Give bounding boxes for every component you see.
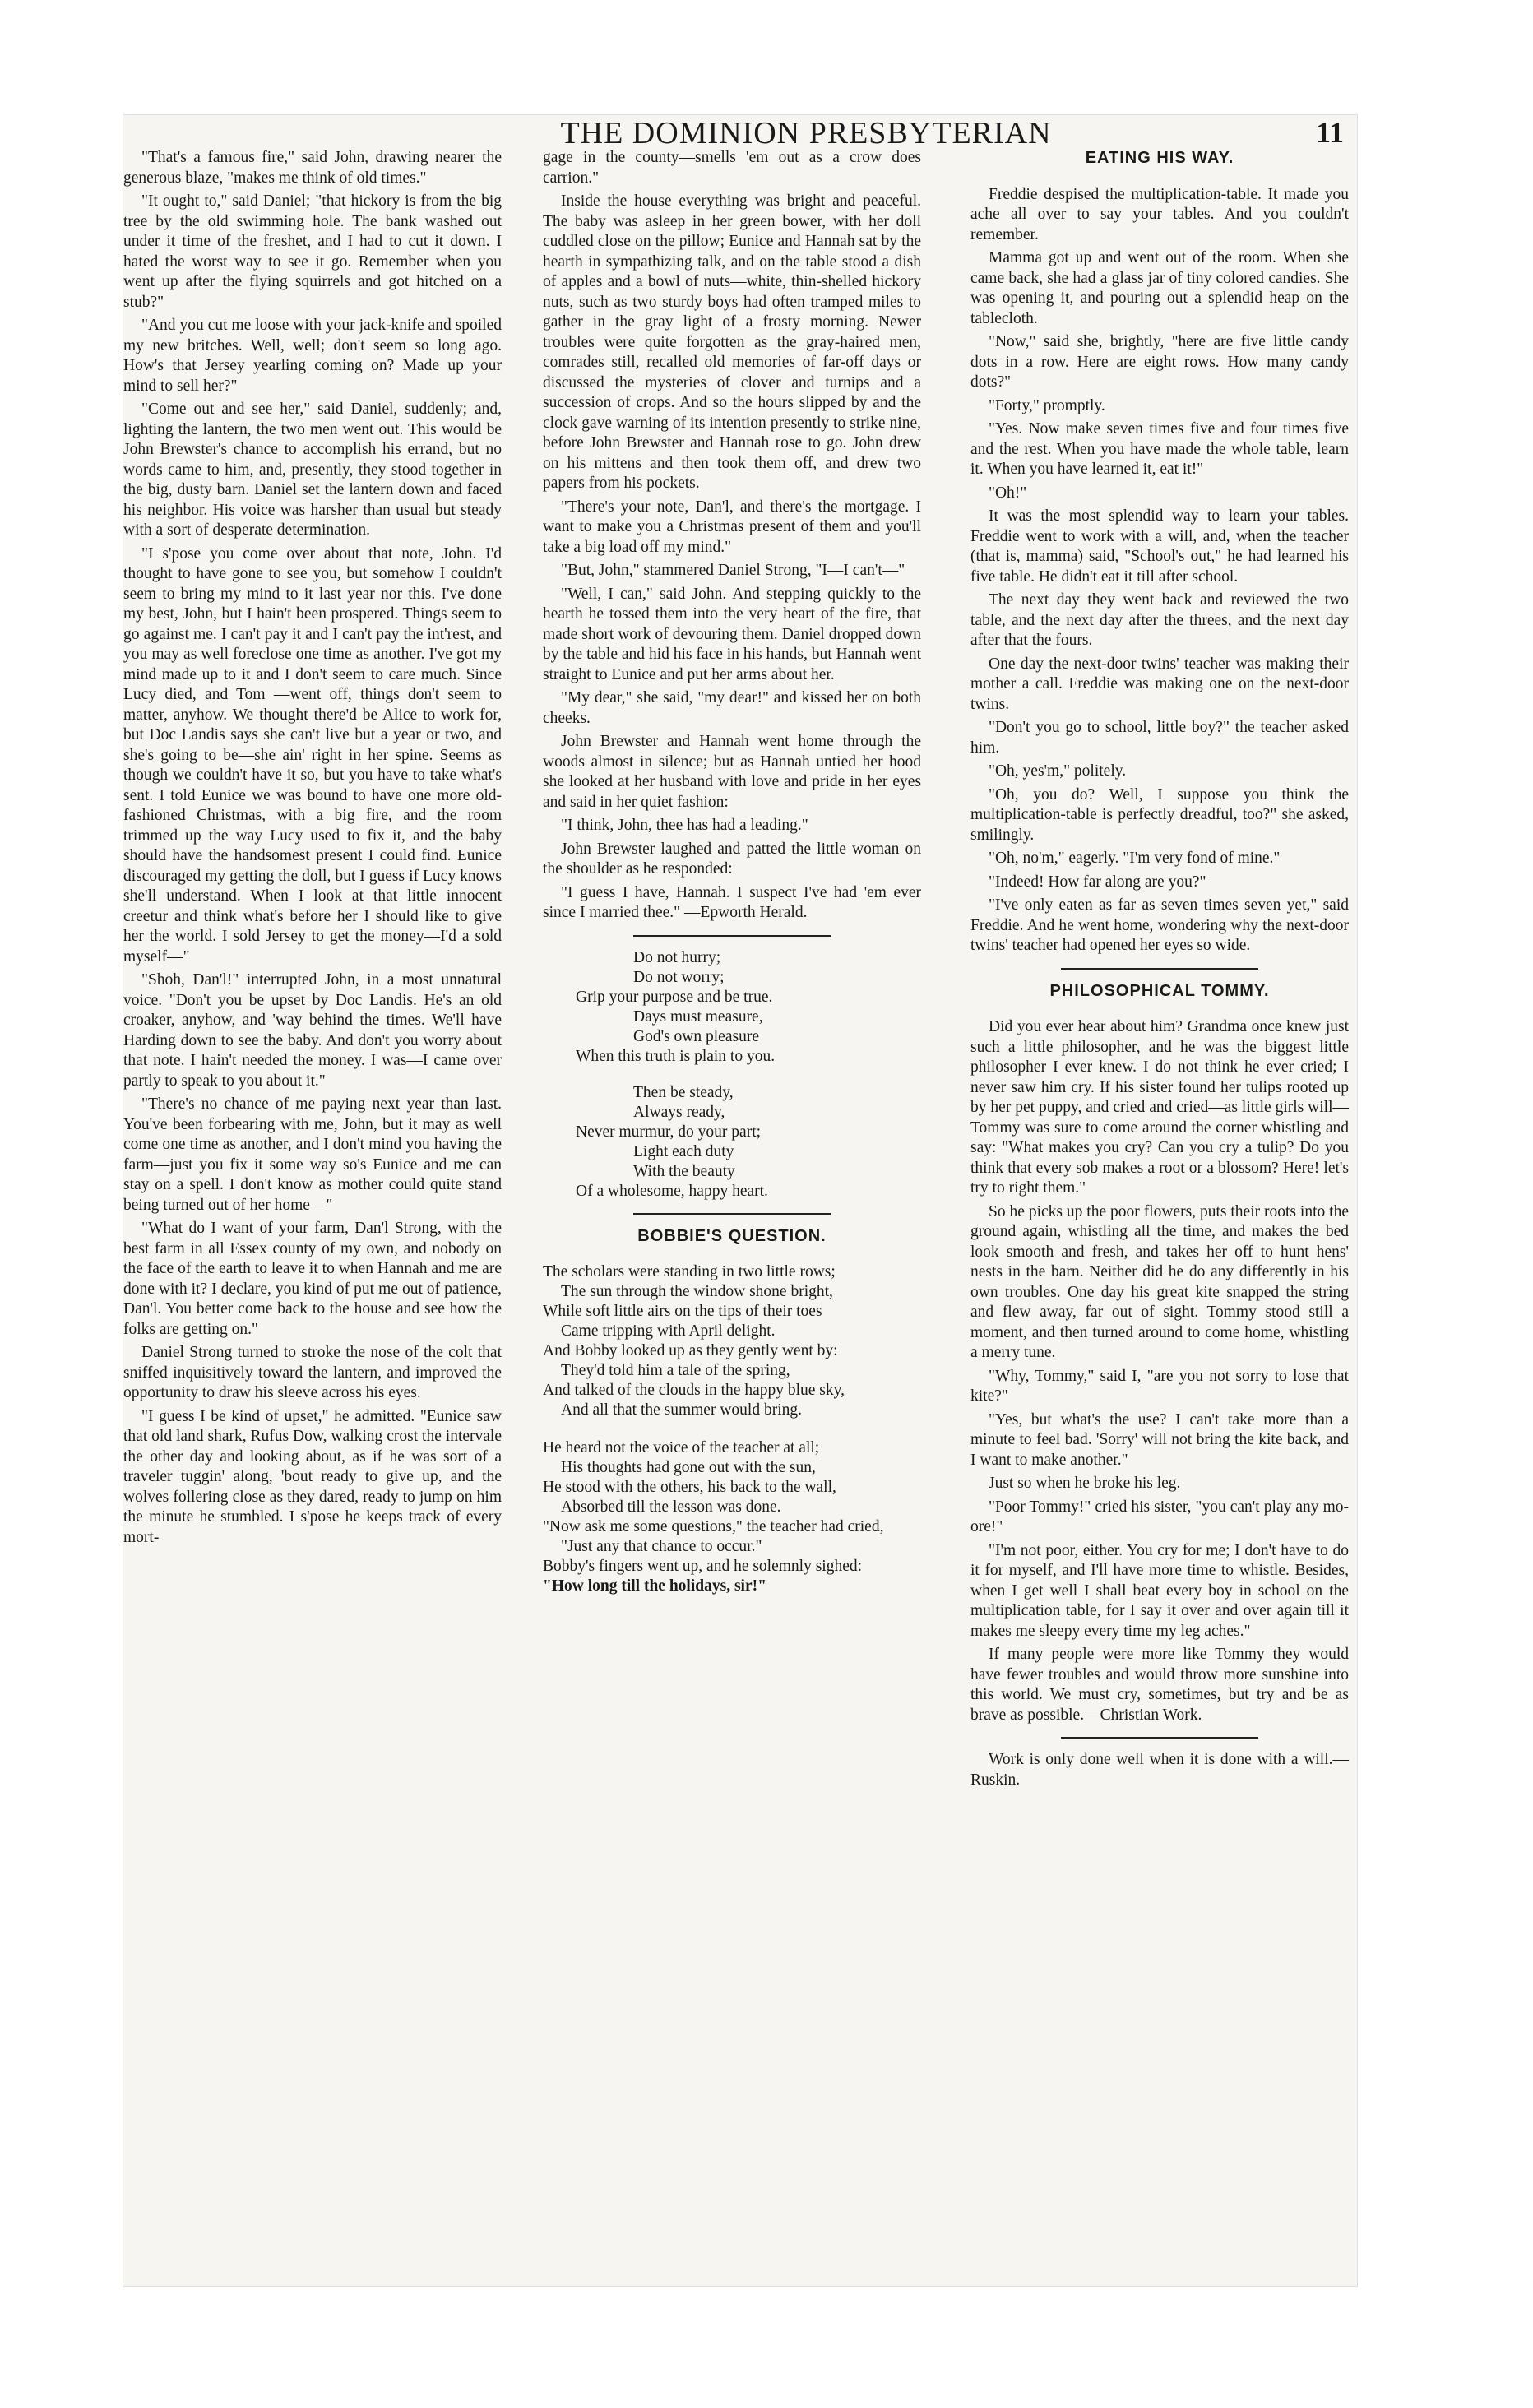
paragraph: "Poor Tommy!" cried his sister, "you can't play any mo-ore!" xyxy=(970,1498,1349,1535)
paragraph: "Oh, no'm," eagerly. "I'm very fond of mine." xyxy=(989,850,1281,867)
poem-do-not-hurry xyxy=(543,948,921,1202)
paragraph: "That's a famous fire," said John, drawing nearer the generous blaze, "makes me think of old times." xyxy=(123,149,502,187)
paragraph: gage in the county—smells 'em out as a crow does carrion." xyxy=(543,149,921,187)
paragraph: Did you ever hear about him? Grandma once knew just such a little philosopher, and he was the biggest little philosopher I ever knew. I do not think he ever cried; I never saw him cry. If his sister found her tulips rooted up by her pet puppy, and cried and cried—as little girls will—Tommy was sure to come around the corner whistling and say: "What makes you cry? Can you cry a tulip? Do you think that every sob makes a root or a blossom? Here! let's try to right them." xyxy=(970,1018,1349,1197)
paragraph: "I s'pose you come over about that note, John. I'd thought to have gone to see you, but somehow I couldn't seem to bring my mind to it last year nor this. I've done my best, John, but I hain't been prospered. Things seem to go against me. I can't pay it and I can't pay the int'rest, and you may as well foreclose one time as another. I've got my mind made up to it and I don't seem to care much. Since Lucy died, and Tom —went off, things don't seem to matter, anyhow. We thought there'd be Alice to work for, but Doc Landis says she can't live but a year or two, and she's going to be—she ain' right in her spine. Seems as though we couldn't have it so, but you have to take what's sent. I told Eunice we was bound to have one more old-fashioned Christmas, with a big fire, and the room trimmed up the way Lucy used to fix it, and the baby should have the handsomest present I could find. Eunice discouraged my getting the doll, but I guess if Lucy knows she'll understand. When I look at that little innocent creetur and think what's before her I should like to give her the world. I sold Jersey to get the money—I'd a sold myself—" xyxy=(123,544,502,966)
paragraph: If many people were more like Tommy they would have fewer troubles and would throw more sunshine into this world. We must cry, sometimes, but try and be as brave as possible.—Christian Work. xyxy=(970,1646,1349,1724)
section-heading-eating-his-way: EATING HIS WAY. xyxy=(1085,149,1234,167)
poem-line: And talked of the clouds in the happy blue sky, xyxy=(543,1382,845,1399)
paragraph: "My dear," she said, "my dear!" and kissed her on both cheeks. xyxy=(543,689,921,727)
paragraph: "Now," said she, brightly, "here are five little candy dots in a row. Here are eight rows. How many candy dots?" xyxy=(970,333,1349,391)
paragraph: "There's your note, Dan'l, and there's the mortgage. I want to make you a Christmas present of them and you'll take a big load off my mind." xyxy=(543,498,921,556)
divider xyxy=(1061,1737,1258,1739)
poem-line: He heard not the voice of the teacher at all; xyxy=(543,1439,820,1456)
paragraph: "It ought to," said Daniel; "that hickory is from the big tree by the old swimming hole. The bank washed out under it time of the freshet, and I had to cut it down. I hated the worst way to see it go. Remember when you went up after the flying squirrels and got hitched on a stub?" xyxy=(123,192,502,311)
newspaper-page xyxy=(123,115,1357,2286)
poem-line: They'd told him a tale of the spring, xyxy=(561,1362,790,1379)
paragraph: Daniel Strong turned to stroke the nose of the colt that sniffed inquisitively toward the lantern, and improved the opportunity to draw his sleeve across his eyes. xyxy=(123,1344,502,1401)
paragraph: "I guess I have, Hannah. I suspect I've had 'em ever since I married thee." —Epworth Herald. xyxy=(543,883,921,921)
column-right xyxy=(970,148,1349,1794)
stanza-gap xyxy=(576,1067,921,1083)
paragraph: "Don't you go to school, little boy?" the teacher asked him. xyxy=(970,719,1349,757)
column-middle xyxy=(543,148,921,1605)
poem-line: Bobby's fingers went up, and he solemnly sighed: xyxy=(543,1558,863,1575)
quote-ruskin: Work is only done well when it is done with a will.—Ruskin. xyxy=(970,1751,1349,1789)
poem-line: The sun through the window shone bright, xyxy=(561,1283,833,1300)
paragraph: John Brewster and Hannah went home through the woods almost in silence; but as Hannah untied her hood she looked at her husband with love and pride in her eyes and said in her quiet fashion: xyxy=(543,733,921,811)
poem-line: Do not hurry; xyxy=(633,948,721,966)
poem-line: When this truth is plain to you. xyxy=(576,1047,776,1065)
paragraph: Mamma got up and went out of the room. When she came back, she had a glass jar of tiny colored candies. She was opening it, and pouring out a splendid heap on the tablecloth. xyxy=(970,249,1349,327)
poem-line: "How long till the holidays, sir!" xyxy=(543,1577,766,1595)
poem-line: Then be steady, xyxy=(633,1083,734,1101)
paragraph: "What do I want of your farm, Dan'l Strong, with the best farm in all Essex county of my own, and nobody on the face of the earth to leave it to when Hannah and me are done with it? I declare, you kind of put me out of patience, Dan'l. You better come back to the house and see how the folks are getting on." xyxy=(123,1220,502,1338)
poem-line: And all that the summer would bring. xyxy=(561,1401,802,1419)
poem-line: His thoughts had gone out with the sun, xyxy=(561,1459,816,1476)
paragraph: "Oh, yes'm," politely. xyxy=(989,762,1127,780)
paragraph: "Shoh, Dan'l!" interrupted John, in a most unnatural voice. "Don't you be upset by Doc Landis. He's an old croaker, anyhow, and 'way behind the times. We'll have Harding down to see the baby. And don't you worry about that note. I hain't needed the money. I was—I came over partly to speak to you about it." xyxy=(123,971,502,1090)
poem-line: "Just any that chance to occur." xyxy=(561,1538,762,1555)
poem-line: While soft little airs on the tips of their toes xyxy=(543,1303,822,1320)
paragraph: Inside the house everything was bright and peaceful. The baby was asleep in her green bower, with her doll cuddled close on the pillow; Eunice and Hannah sat by the hearth in sympathizing talk, and on the table stood a dish of apples and a bowl of nuts—white, thin-shelled hickory nuts, such as two sturdy boys had often tramped miles to gather in the gray light of a frosty morning. Newer troubles were quite forgotten as the gray-haired men, comrades still, recalled old memories of far-off days or discussed the mysteries of clover and turnips and a succession of crops. And so the hours slipped by and the clock gave warning of its intention presently to strike nine, before John Brewster and Hannah rose to go. John drew on his mittens and then took them off, and drew two papers from his pockets. xyxy=(543,192,921,492)
divider xyxy=(633,935,831,937)
poem-line: And Bobby looked up as they gently went by: xyxy=(543,1342,838,1359)
poem-line: God's own pleasure xyxy=(633,1027,759,1045)
paragraph: "I've only eaten as far as seven times seven yet," said Freddie. And he went home, wondering why the next-door twins' teacher had opened her eyes so wide. xyxy=(970,896,1349,954)
paragraph: "And you cut me loose with your jack-knife and spoiled my new britches. Well, well; don't seem so long ago. How's that Jersey yearling coming on? Made up your mind to sell her?" xyxy=(123,317,502,395)
paragraph: "I'm not poor, either. You cry for me; I don't have to do it for myself, and I'll have more time to whistle. Besides, when I get well I shall beat every boy in school on the multiplication table, for I say it over and over again till it makes me sleepy every time my leg aches." xyxy=(970,1541,1349,1640)
paragraph: "Come out and see her," said Daniel, suddenly; and, lighting the lantern, the two men went out. This would be John Brewster's chance to accomplish his errand, but no words came to him, and, presently, they stood together in the big, dusty barn. Daniel set the lantern down and faced his neighbor. His voice was harsher than usual but steady with a sort of desperate determination. xyxy=(123,401,502,539)
paragraph: "I think, John, thee has had a leading." xyxy=(561,817,808,834)
section-heading-bobbies-question: BOBBIE'S QUESTION. xyxy=(637,1226,827,1245)
paragraph: "Yes, but what's the use? I can't take more than a minute to feel bad. 'Sorry' will not bring the kite back, and I want to make another." xyxy=(970,1410,1349,1469)
paragraph: "Yes. Now make seven times five and four times five and the rest. When you have made the whole table, learn it. When you have learned it, eat it!" xyxy=(970,420,1349,478)
poem-line: Do not worry; xyxy=(633,968,725,986)
poem-line: Absorbed till the lesson was done. xyxy=(561,1498,781,1516)
poem-line: He stood with the others, his back to the wall, xyxy=(543,1479,836,1496)
paragraph: The next day they went back and reviewed the two table, and the next day after the threes, and the next day after that the fours. xyxy=(970,591,1349,649)
paragraph: One day the next-door twins' teacher was making their mother a call. Freddie was making one on the next-door twins. xyxy=(970,655,1349,713)
poem-line: Of a wholesome, happy heart. xyxy=(576,1182,768,1200)
paragraph: So he picks up the poor flowers, puts their roots into the ground again, whistling all the time, and makes the bed look smooth and fresh, and takes her off to hunt hens' nests in the barn. Neither did he do any differently in his own troubles. One day his great kite snapped the string and flew away, far out of sight. Tommy stood still a moment, and then turned around to come home, whistling a merry tune. xyxy=(970,1202,1349,1361)
poem-line: The scholars were standing in two little rows; xyxy=(543,1263,836,1280)
paragraph: "Why, Tommy," said I, "are you not sorry to lose that kite?" xyxy=(970,1367,1349,1405)
paragraph: "Forty," promptly. xyxy=(989,396,1105,414)
paragraph: "Well, I can," said John. And stepping quickly to the hearth he tossed them into the very heart of the fire, that made short work of devouring them. Daniel dropped down by the table and hid his face in his hands, but Hannah went straight to Eunice and put her arms about her. xyxy=(543,585,921,683)
poem-line: With the beauty xyxy=(633,1162,735,1180)
poem-bobbies-question xyxy=(543,1262,921,1596)
paragraph: "Oh, you do? Well, I suppose you think the multiplication-table is perfectly dreadful, too?" she asked, smilingly. xyxy=(970,785,1349,844)
poem-line: Light each duty xyxy=(633,1142,734,1160)
paragraph: It was the most splendid way to learn your tables. Freddie went to work with a will, and, when the teacher (that is, mamma) said, "School's out," he had learned his five table. He didn't eat it till after school. xyxy=(970,507,1349,586)
poem-line: Always ready, xyxy=(633,1103,725,1121)
poem-line: Came tripping with April delight. xyxy=(561,1322,776,1340)
masthead: THE DOMINION PRESBYTERIAN xyxy=(560,116,1052,150)
poem-line: Grip your purpose and be true. xyxy=(576,988,773,1006)
paragraph: "There's no chance of me paying next year than last. You've been forbearing with me, John, but it may as well come one time as another, and I don't mind you having the farm—just you fix it some way so's Eunice and me can stay on a spell. I don't know as mother could quite stand being turned out of her home—" xyxy=(123,1095,502,1214)
divider xyxy=(1061,968,1258,970)
paragraph: Freddie despised the multiplication-table. It made you ache all over to say your tables. And you couldn't remember. xyxy=(970,185,1349,243)
poem-line: Days must measure, xyxy=(633,1007,763,1026)
paragraph: "Oh!" xyxy=(989,484,1027,502)
column-story-continued xyxy=(123,148,502,1551)
poem-line: "Now ask me some questions," the teacher had cried, xyxy=(543,1518,884,1535)
paragraph: "Indeed! How far along are you?" xyxy=(989,873,1206,891)
section-heading-philosophical-tommy: PHILOSOPHICAL TOMMY. xyxy=(1049,981,1270,1000)
divider xyxy=(633,1213,831,1215)
paragraph: "But, John," stammered Daniel Strong, "I—I can't—" xyxy=(561,562,905,579)
poem-line: Never murmur, do your part; xyxy=(576,1123,762,1141)
paragraph: Just so when he broke his leg. xyxy=(989,1475,1181,1492)
stanza-gap xyxy=(543,1420,921,1438)
page-number: 11 xyxy=(1316,116,1345,149)
paragraph: "I guess I be kind of upset," he admitted. "Eunice saw that old land shark, Rufus Dow, walking crost the intervale the other day and looking about, as if he was sort of a traveler tuggin' along, 'bout ready to give up, and the wolves follering close as they dared, ready to jump on him the minute he stumbled. I s'pose he keeps track of every mort- xyxy=(123,1407,502,1546)
paragraph: John Brewster laughed and patted the little woman on the shoulder as he responded: xyxy=(543,840,921,878)
